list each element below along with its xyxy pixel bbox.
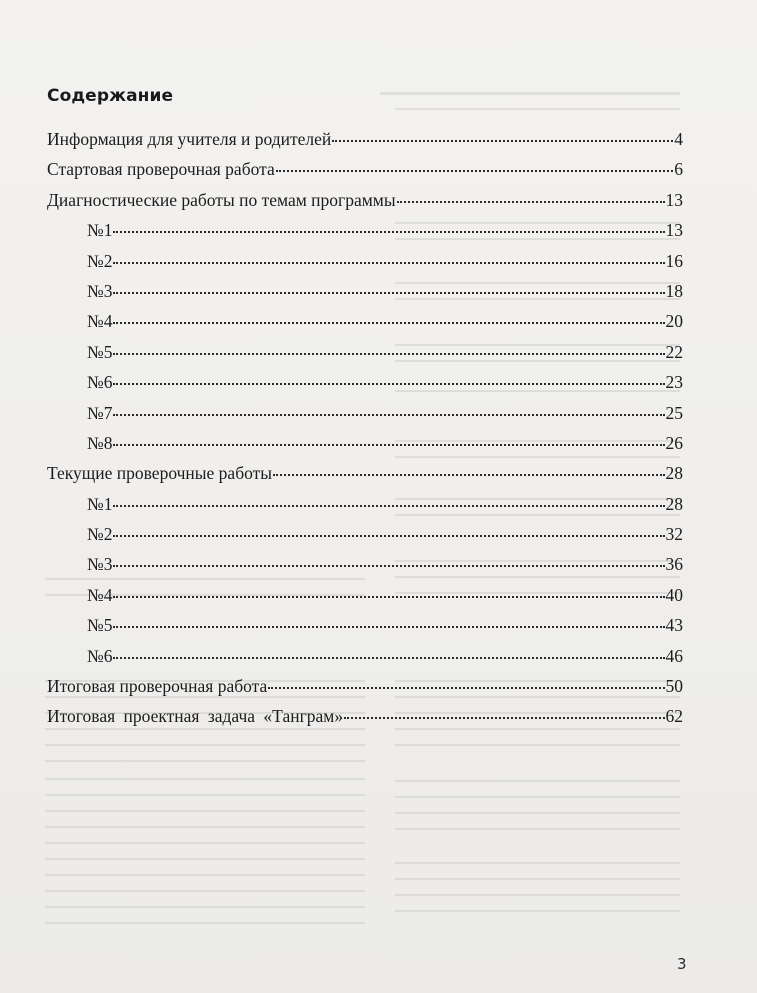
toc-entry-label: №5	[87, 615, 113, 636]
toc-entry-page: 23	[665, 372, 683, 393]
dot-leader	[113, 438, 664, 446]
dot-leader	[113, 347, 664, 355]
toc-entry-label: Стартовая проверочная работа	[47, 159, 275, 180]
toc-entry-diagnostic-3[interactable]	[47, 276, 683, 306]
toc-entry-label: Итоговая проверочная работа	[47, 676, 268, 697]
dot-leader	[113, 256, 664, 264]
toc-entry-label: №6	[87, 372, 113, 393]
toc-entry-page: 16	[665, 250, 683, 271]
toc-entry-label: №4	[87, 584, 113, 605]
toc-entry-current-tests[interactable]	[47, 458, 683, 488]
toc-entry-page: 25	[665, 402, 683, 423]
toc-entry-page: 18	[665, 280, 683, 301]
toc-entry-diagnostic-7[interactable]	[47, 398, 683, 428]
toc-entry-page: 40	[665, 584, 683, 605]
dot-leader	[113, 559, 664, 567]
dot-leader	[276, 164, 674, 172]
dot-leader	[113, 651, 664, 659]
dot-leader	[273, 468, 664, 476]
toc-entry-diagnostic-tests[interactable]	[47, 185, 683, 215]
toc-entry-final-project[interactable]	[47, 701, 683, 731]
toc-entry-label: №1	[87, 220, 113, 241]
dot-leader	[397, 195, 665, 203]
toc-entry-teacher-info[interactable]	[47, 124, 683, 154]
table-of-contents	[47, 124, 683, 732]
toc-entry-label: №3	[87, 280, 113, 301]
toc-entry-label: №5	[87, 341, 113, 362]
toc-entry-page: 22	[665, 341, 683, 362]
toc-entry-label: №2	[87, 524, 113, 545]
toc-entry-label: №1	[87, 493, 113, 514]
toc-entry-current-3[interactable]	[47, 549, 683, 579]
toc-entry-label: №7	[87, 402, 113, 423]
dot-leader	[113, 499, 664, 507]
dot-leader	[113, 529, 664, 537]
toc-entry-page: 28	[665, 493, 683, 514]
toc-entry-page: 13	[665, 189, 683, 210]
dot-leader	[113, 377, 664, 385]
dot-leader	[332, 134, 673, 142]
toc-entry-final-test[interactable]	[47, 671, 683, 701]
toc-entry-starting-test[interactable]	[47, 154, 683, 184]
dot-leader	[113, 286, 664, 294]
toc-entry-page: 13	[665, 220, 683, 241]
dot-leader	[113, 225, 664, 233]
toc-entry-page: 62	[665, 706, 683, 727]
toc-entry-label: Итоговая проектная задача «Танграм»	[47, 706, 344, 727]
toc-entry-current-4[interactable]	[47, 580, 683, 610]
toc-entry-page: 46	[665, 645, 683, 666]
dot-leader	[113, 408, 664, 416]
toc-entry-page: 20	[665, 311, 683, 332]
toc-entry-label: №4	[87, 311, 113, 332]
toc-entry-current-1[interactable]	[47, 489, 683, 519]
toc-entry-page: 32	[665, 524, 683, 545]
toc-entry-page: 43	[665, 615, 683, 636]
toc-entry-page: 4	[674, 129, 683, 149]
dot-leader	[113, 316, 664, 324]
toc-entry-diagnostic-5[interactable]	[47, 337, 683, 367]
toc-entry-diagnostic-2[interactable]	[47, 246, 683, 276]
toc-entry-diagnostic-6[interactable]	[47, 367, 683, 397]
toc-entry-page: 36	[665, 554, 683, 575]
toc-entry-page: 50	[665, 676, 683, 697]
toc-entry-diagnostic-4[interactable]	[47, 306, 683, 336]
toc-entry-current-2[interactable]	[47, 519, 683, 549]
toc-entry-label: Диагностические работы по темам программы	[47, 189, 396, 210]
toc-entry-current-5[interactable]	[47, 610, 683, 640]
dot-leader	[113, 620, 664, 628]
toc-heading: Содержание	[47, 86, 174, 106]
toc-entry-label: №8	[87, 432, 113, 453]
toc-entry-page: 28	[665, 463, 683, 484]
page-number: 3	[677, 955, 687, 973]
toc-entry-diagnostic-8[interactable]	[47, 428, 683, 458]
toc-entry-diagnostic-1[interactable]	[47, 215, 683, 245]
toc-entry-label: Информация для учителя и родителей	[47, 129, 332, 149]
dot-leader	[113, 590, 664, 598]
toc-entry-page: 6	[674, 159, 683, 180]
toc-entry-current-6[interactable]	[47, 641, 683, 671]
toc-entry-label: №3	[87, 554, 113, 575]
toc-entry-label: Текущие проверочные работы	[47, 463, 273, 484]
dot-leader	[344, 711, 664, 719]
toc-entry-page: 26	[665, 432, 683, 453]
toc-entry-label: №2	[87, 250, 113, 271]
dot-leader	[268, 681, 664, 689]
toc-entry-label: №6	[87, 645, 113, 666]
